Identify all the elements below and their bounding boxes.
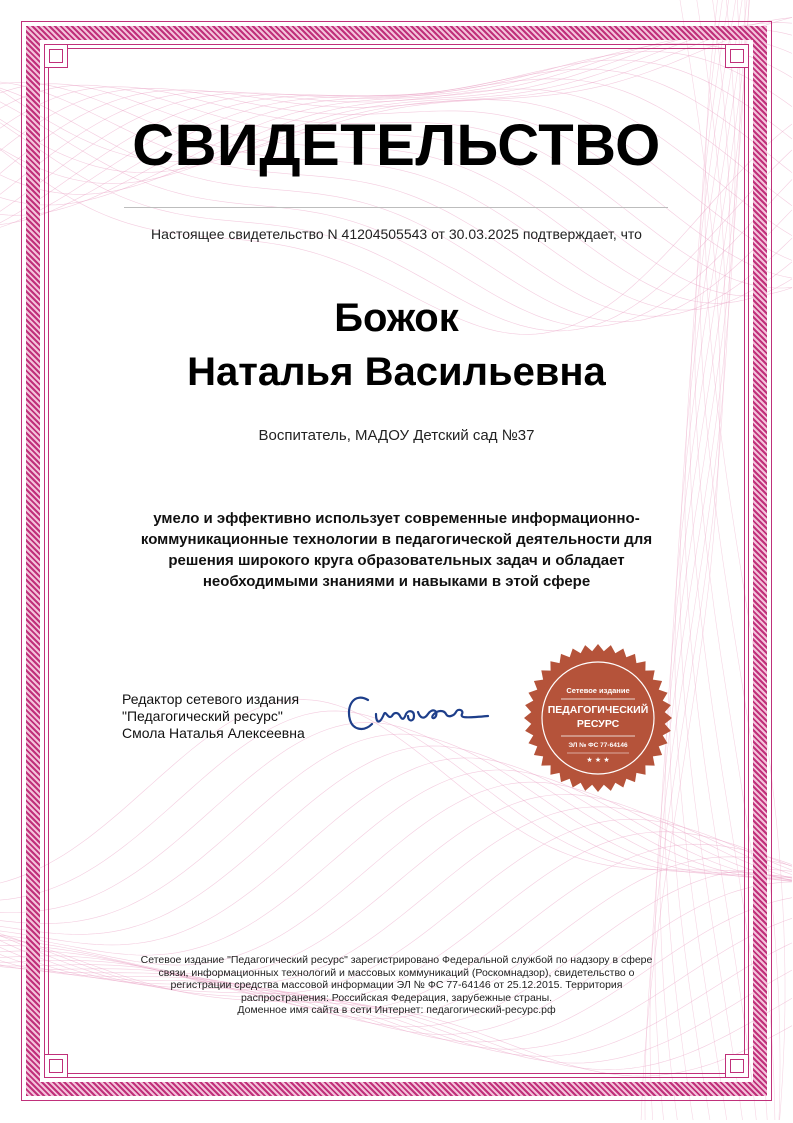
frame-corner-bottom-left	[44, 1054, 68, 1078]
editor-name: Смола Наталья Алексеевна	[122, 725, 305, 741]
seal-top-text: Сетевое издание	[566, 686, 630, 695]
seal-stars: ★ ★ ★	[586, 756, 610, 764]
seal-main-text-2: РЕСУРС	[576, 718, 620, 730]
editor-block	[122, 691, 305, 742]
footer-line: регистрации средства массовой информации ЭЛ № ФС 77-64146 от 25.12.2015. Территория	[170, 979, 623, 992]
recipient-name: Наталья Васильевна	[187, 350, 606, 394]
recipient-position: Воспитатель, МАДОУ Детский сад №37	[258, 427, 535, 444]
publication-seal	[523, 643, 673, 793]
footer-line: связи, информационных технологий и массовых коммуникаций (Роскомнадзор), свидетельство о	[158, 966, 635, 979]
title-divider	[124, 207, 668, 208]
frame-corner-bottom-right	[725, 1054, 749, 1078]
editor-publication: "Педагогический ресурс"	[122, 708, 283, 724]
editor-title: Редактор сетевого издания	[122, 691, 300, 707]
editor-signature	[342, 684, 492, 744]
signature-stroke	[349, 698, 488, 729]
certificate-body: умело и эффективно использует современные информационно-коммуникационные технологии в педагогической деятельности для решения широкого круга образовательных задач и обладает необходимыми знаниями и навыками в этой сфере	[140, 510, 653, 590]
footer-line: Доменное имя сайта в сети Интернет: педагогический-ресурс.рф	[237, 1004, 556, 1017]
certificate-title: СВИДЕТЕЛЬСТВО	[132, 113, 661, 178]
footer-line: распространения: Российская Федерация, зарубежные страны.	[240, 991, 553, 1004]
seal-main-text-1: ПЕДАГОГИЧЕСКИЙ	[547, 704, 649, 716]
recipient-surname: Божок	[334, 296, 459, 340]
seal-reg-text: ЭЛ № ФС 77-64146	[568, 742, 628, 749]
frame-corner-top-left	[44, 44, 68, 68]
frame-corner-top-right	[725, 44, 749, 68]
footer-line: Сетевое издание "Педагогический ресурс" зарегистрировано Федеральной службой по надзору в сфере	[140, 954, 653, 966]
certificate-intro: Настоящее свидетельство N 41204505543 от 30.03.2025 подтверждает, что	[151, 226, 642, 242]
registration-footer	[118, 954, 675, 1017]
